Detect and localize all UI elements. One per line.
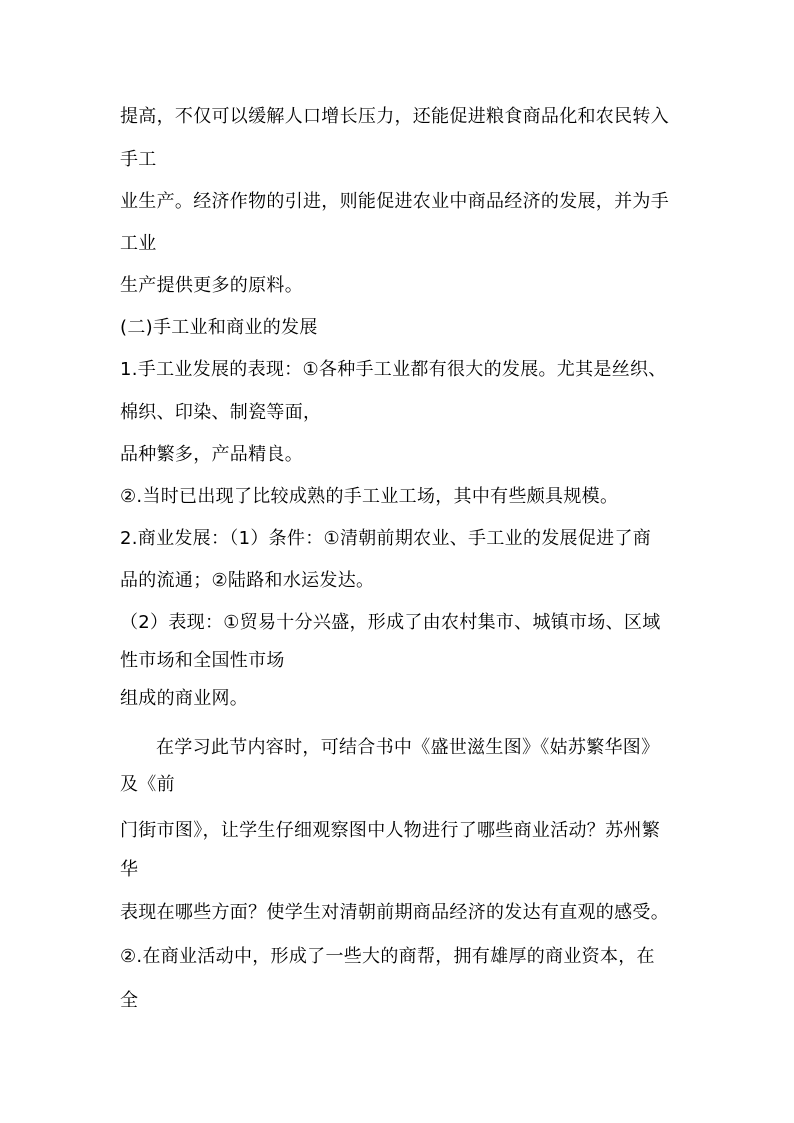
text-line: 性市场和全国性市场 [120, 650, 285, 671]
text-line: 1.手工业发展的表现：①各种手工业都有很大的发展。尤其是丝织、 [120, 359, 667, 380]
text-line: 组成的商业网。 [120, 688, 249, 709]
text-line: ②.在商业活动中，形成了一些大的商帮，拥有雄厚的商业资本，在 [120, 946, 655, 967]
text-line: 工业 [120, 233, 157, 254]
text-line: 生产提供更多的原料。 [120, 275, 303, 296]
text-line: ②.当时已出现了比较成熟的手工业工场，其中有些颇具规模。 [120, 486, 619, 507]
text-line: 品种繁多，产品精良。 [120, 444, 303, 465]
text-line: 表现在哪些方面？使学生对清朝前期商品经济的发达有直观的感受。 [120, 902, 669, 923]
text-line: 手工 [120, 149, 157, 170]
text-line: 品的流通；②陆路和水运发达。 [120, 570, 375, 591]
text-line: 业生产。经济作物的引进，则能促进农业中商品经济的发展，并为手 [120, 191, 669, 212]
text-line: 棉织、印染、制瓷等面， [120, 402, 322, 423]
text-line: 在学习此节内容时，可结合书中《盛世滋生图》《姑苏繁华图》 [156, 737, 660, 758]
text-line: 及《前 [120, 774, 175, 795]
text-line: 华 [120, 859, 139, 880]
text-line: 提高，不仅可以缓解人口增长压力，还能促进粮食商品化和农民转入 [120, 106, 669, 127]
text-line: 2.商业发展：（1）条件：①清朝前期农业、手工业的发展促进了商 [120, 528, 652, 549]
text-line: （2）表现：①贸易十分兴盛，形成了由农村集市、城镇市场、区域 [120, 612, 661, 633]
section-heading: (二)手工业和商业的发展 [120, 317, 318, 338]
text-line: 全 [120, 990, 139, 1011]
text-line: 门街市图》，让学生仔细观察图中人物进行了哪些商业活动？苏州繁 [120, 820, 660, 841]
